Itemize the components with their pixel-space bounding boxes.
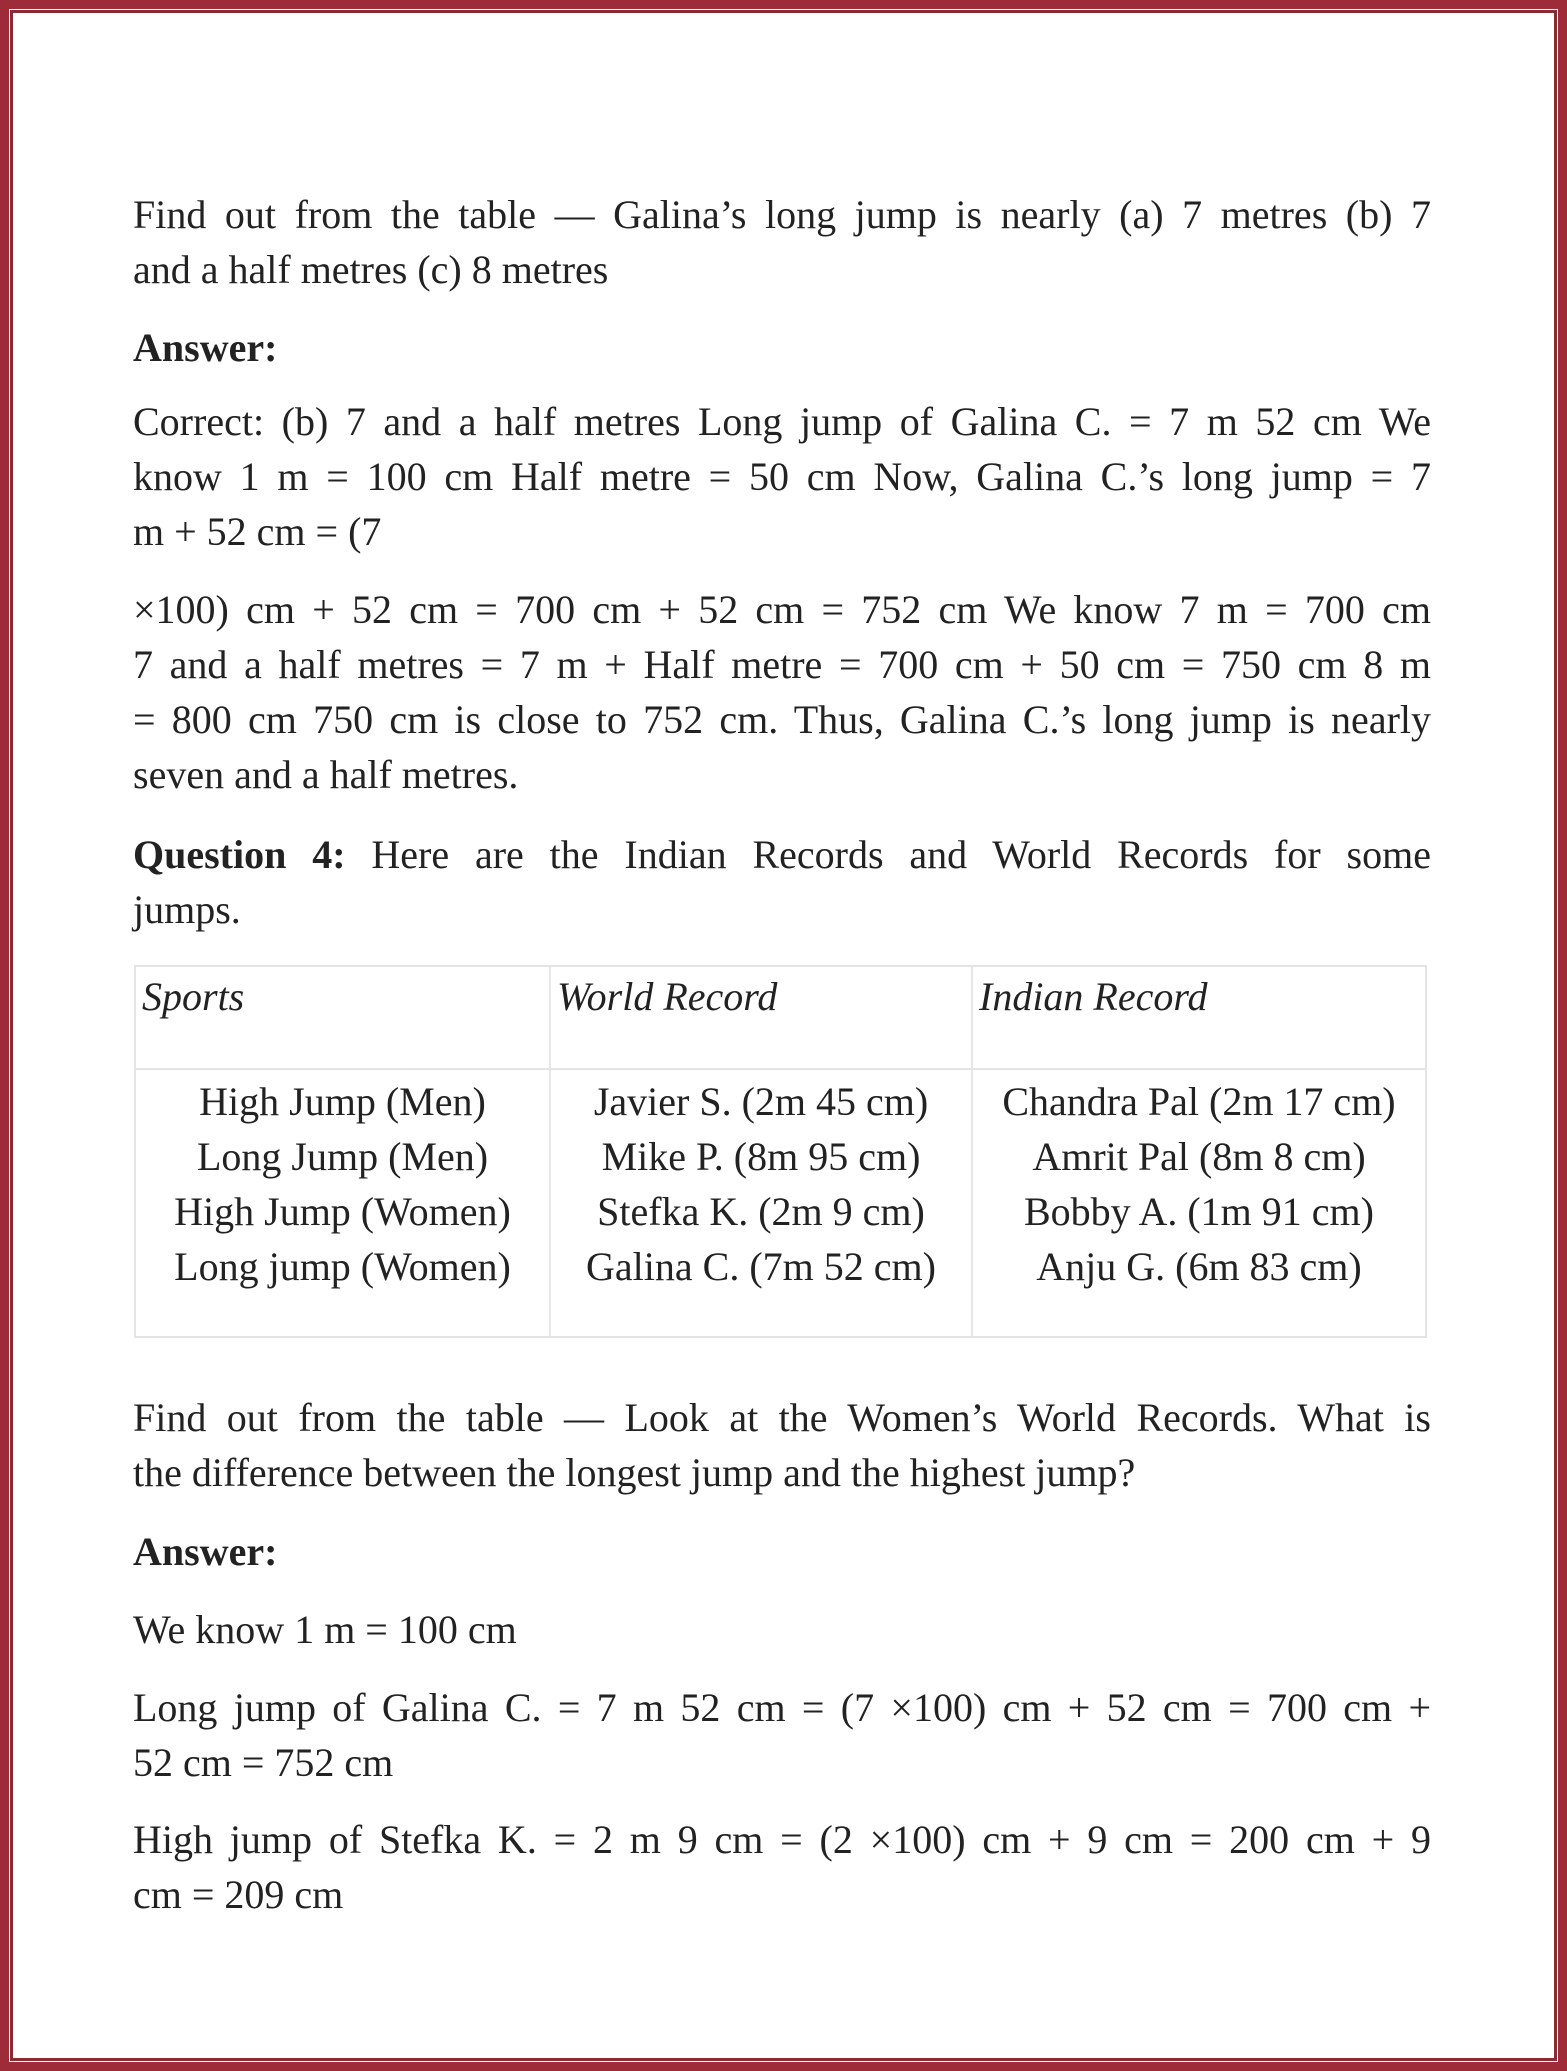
cell-world-record: Javier S. (2m 45 cm): [593, 1079, 929, 1124]
cell-indian-record: Bobby A. (1m 91 cm): [1024, 1189, 1374, 1234]
text-line: High jump of Stefka K. = 2 m 9 cm = (2 ×100) cm + 9 cm = 200 cm + 9: [133, 1817, 1431, 1862]
header-world-record: World Record: [557, 974, 778, 1019]
question-text: Here are the Indian Records and World Records for some: [345, 832, 1431, 877]
cell-indian-record: Chandra Pal (2m 17 cm): [1002, 1079, 1396, 1124]
cell-sport: Long jump (Women): [174, 1244, 511, 1289]
text-line: Find out from the table — Look at the Women’s World Records. What is: [133, 1395, 1431, 1440]
question-label: Question 4:: [133, 832, 346, 877]
q3-find-out-paragraph: [133, 187, 1431, 297]
table-header-row: [136, 967, 1425, 1070]
table-row: [136, 1239, 1425, 1294]
cell-sport: High Jump (Women): [174, 1189, 511, 1234]
q4-answer-paragraph-2: [133, 1680, 1431, 1790]
table-row: [136, 1129, 1425, 1184]
text-line: [133, 827, 1431, 882]
q3-answer-heading: [133, 320, 1431, 375]
answer-label: Answer:: [133, 325, 278, 370]
cell-world-record: Galina C. (7m 52 cm): [586, 1244, 936, 1289]
text-line: = 800 cm 750 cm is close to 752 cm. Thus, Galina C.’s long jump is nearly: [133, 697, 1431, 742]
text-line: and a half metres (c) 8 metres: [133, 247, 609, 292]
q3-answer-paragraph-2: [133, 582, 1431, 802]
records-table: [134, 965, 1427, 1338]
text-line: know 1 m = 100 cm Half metre = 50 cm Now, Galina C.’s long jump = 7: [133, 454, 1431, 499]
question-4-paragraph: [133, 827, 1431, 937]
text-line: the difference between the longest jump and the highest jump?: [133, 1450, 1136, 1495]
table-row: [136, 1074, 1425, 1129]
text-line: seven and a half metres.: [133, 752, 519, 797]
cell-world-record: Stefka K. (2m 9 cm): [597, 1189, 925, 1234]
text-line: m + 52 cm = (7: [133, 509, 382, 554]
text-line: jumps.: [133, 887, 241, 932]
q3-answer-paragraph-1: [133, 394, 1431, 559]
text-line: Long jump of Galina C. = 7 m 52 cm = (7 ×100) cm + 52 cm = 700 cm +: [133, 1685, 1431, 1730]
text-line: We know 1 m = 100 cm: [133, 1607, 517, 1652]
cell-sport: Long Jump (Men): [196, 1134, 489, 1179]
answer-label: Answer:: [133, 1529, 278, 1574]
text-line: Correct: (b) 7 and a half metres Long jump of Galina C. = 7 m 52 cm We: [133, 399, 1431, 444]
text-line: cm = 209 cm: [133, 1872, 344, 1917]
q4-find-out-paragraph: [133, 1390, 1431, 1500]
text-line: 7 and a half metres = 7 m + Half metre = 700 cm + 50 cm = 750 cm 8 m: [133, 642, 1431, 687]
table-row: [136, 1184, 1425, 1239]
table-body: [136, 1070, 1425, 1338]
q4-answer-paragraph-3: [133, 1812, 1431, 1922]
q4-answer-paragraph-1: [133, 1602, 1431, 1657]
text-line: Find out from the table — Galina’s long jump is nearly (a) 7 metres (b) 7: [133, 192, 1431, 237]
header-indian-record: Indian Record: [979, 974, 1208, 1019]
cell-indian-record: Amrit Pal (8m 8 cm): [1032, 1134, 1366, 1179]
header-sports: Sports: [142, 974, 245, 1019]
text-line: 52 cm = 752 cm: [133, 1740, 394, 1785]
cell-sport: High Jump (Men): [199, 1079, 486, 1124]
text-line: ×100) cm + 52 cm = 700 cm + 52 cm = 752 cm We know 7 m = 700 cm: [133, 587, 1431, 632]
q4-answer-heading: [133, 1524, 1431, 1579]
cell-indian-record: Anju G. (6m 83 cm): [1036, 1244, 1362, 1289]
cell-world-record: Mike P. (8m 95 cm): [601, 1134, 921, 1179]
